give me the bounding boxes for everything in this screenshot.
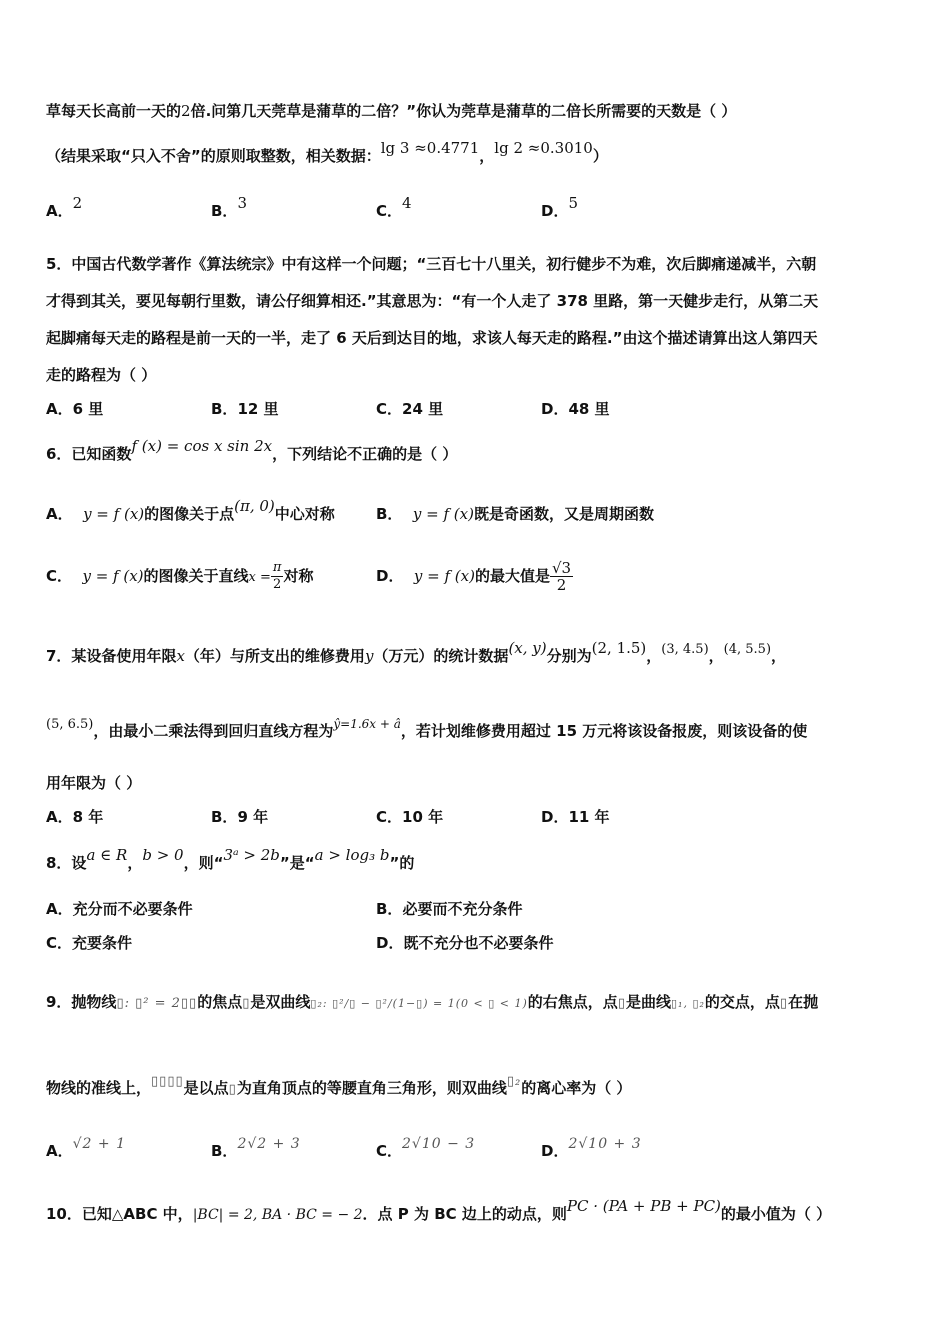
option-value: 4 bbox=[402, 194, 412, 212]
q5-option-c[interactable] bbox=[376, 398, 443, 419]
option-label: B． bbox=[211, 1142, 238, 1160]
q7-option-d[interactable] bbox=[541, 806, 610, 827]
q9-math-3: ▯₂: ▯²/▯ − ▯²/(1−▯) = 1(0 < ▯ < 1) bbox=[310, 997, 528, 1010]
option-label: C． bbox=[46, 934, 73, 952]
q8-stem bbox=[46, 846, 910, 874]
option-label: C． bbox=[376, 808, 403, 826]
q9-text-d: 的右焦点，点 bbox=[527, 993, 618, 1011]
q7-point-4: (5, 6.5) bbox=[46, 717, 94, 732]
q9-math-6: ▯ bbox=[779, 996, 789, 1011]
q9-text-f: 的交点，点 bbox=[704, 993, 780, 1011]
q5-line1: 5．中国古代数学著作《算法统宗》中有这样一个问题；“三百七十八里关，初行健步不为难，次后脚痛递减半，六朝 bbox=[46, 255, 817, 273]
q10-stem bbox=[46, 1197, 910, 1226]
option-label: D． bbox=[541, 400, 569, 418]
q9-option-b[interactable] bbox=[211, 1136, 301, 1161]
q5-line4: 走的路程为（ ） bbox=[46, 366, 157, 384]
option-value: 必要而不充分条件 bbox=[402, 900, 523, 918]
q7-sep: ， bbox=[646, 647, 662, 665]
option-value: 2√10 + 3 bbox=[568, 1136, 642, 1152]
q4-option-c[interactable] bbox=[376, 194, 412, 221]
q5-option-a[interactable] bbox=[46, 398, 103, 419]
q10-math-1: |BC| = 2, BA · BC = − 2 bbox=[192, 1207, 363, 1223]
q4-text-b: 倍.问第几天莞草是蒲草的二倍？”你认为莞草是蒲草的二倍长所需要的天数是（ ） bbox=[190, 102, 737, 120]
q7-sep: ， bbox=[771, 647, 787, 665]
option-label: C． bbox=[376, 1142, 403, 1160]
q4-lg2: lg 2 ≈0.3010 bbox=[494, 139, 593, 157]
option-label: B． bbox=[211, 202, 238, 220]
q6-stem-a: 6．已知函数 bbox=[46, 445, 132, 463]
q4-data-label: （结果采取“只入不舍”的原则取整数，相关数据： bbox=[46, 147, 381, 165]
q7-line2 bbox=[46, 717, 910, 744]
q6-option-c[interactable] bbox=[46, 560, 313, 593]
q6-c-fraction bbox=[271, 560, 284, 593]
q9-option-a[interactable] bbox=[46, 1136, 126, 1161]
q4-num: 2 bbox=[181, 102, 191, 120]
option-label: D． bbox=[541, 202, 569, 220]
option-label: A． bbox=[46, 1142, 73, 1160]
q4-close: ） bbox=[592, 147, 608, 165]
option-value: 3 bbox=[237, 194, 247, 212]
q9-math-7: ▯▯▯▯ bbox=[151, 1074, 184, 1089]
option-value: 48 里 bbox=[568, 400, 610, 418]
q6-a-math: y = f (x) bbox=[83, 505, 145, 523]
option-label: D． bbox=[541, 1142, 569, 1160]
q4-lg3: lg 3 ≈0.4771 bbox=[380, 139, 480, 157]
option-value: 充要条件 bbox=[72, 934, 133, 952]
q4-comma: ， bbox=[479, 147, 495, 165]
fraction-numerator: π bbox=[272, 560, 282, 575]
q4-line2 bbox=[46, 139, 910, 167]
q6-c-tail: 对称 bbox=[283, 567, 314, 585]
q7-text-d: 分别为 bbox=[546, 647, 592, 665]
q8-option-c[interactable] bbox=[46, 932, 132, 953]
q5-option-b[interactable] bbox=[211, 398, 279, 419]
q9-math-5: ▯₁, ▯₂ bbox=[670, 997, 705, 1010]
q6-option-a[interactable] bbox=[46, 497, 335, 524]
q7-sep: ， bbox=[708, 647, 724, 665]
q8-text-d: ”是“ bbox=[279, 854, 315, 872]
option-value: 9 年 bbox=[237, 808, 269, 826]
q8-option-a[interactable] bbox=[46, 898, 193, 919]
q8-math-1: a ∈ R bbox=[86, 846, 128, 864]
fraction-denominator: 2 bbox=[556, 576, 567, 594]
q4-option-a[interactable] bbox=[46, 194, 83, 221]
option-label: A． bbox=[46, 202, 73, 220]
option-value: 12 里 bbox=[237, 400, 279, 418]
q6-c-text: 的图像关于直线 bbox=[143, 567, 249, 585]
option-label: C． bbox=[376, 400, 403, 418]
q6-d-text: 的最大值是 bbox=[474, 567, 550, 585]
q4-option-b[interactable] bbox=[211, 194, 247, 221]
option-label: A． bbox=[46, 808, 73, 826]
q7-text-b: （年）与所支出的维修费用 bbox=[184, 647, 365, 665]
option-value: 6 里 bbox=[72, 400, 104, 418]
q7-point-3: (4, 5.5) bbox=[723, 642, 772, 657]
option-value: 5 bbox=[568, 194, 578, 212]
option-label: A． bbox=[46, 400, 73, 418]
q9-text-b: 的焦点 bbox=[197, 993, 243, 1011]
option-label: B． bbox=[376, 900, 403, 918]
q10-text-c: 的最小值为（ ） bbox=[720, 1205, 832, 1223]
option-value: 10 年 bbox=[402, 808, 444, 826]
q4-line1 bbox=[46, 100, 910, 122]
option-value: 11 年 bbox=[568, 808, 610, 826]
q6-b-math: y = f (x) bbox=[412, 505, 474, 523]
q10-math-2: PC · (PA + PB + PC) bbox=[566, 1197, 721, 1215]
option-label: B． bbox=[376, 505, 403, 523]
q9-option-c[interactable] bbox=[376, 1136, 476, 1161]
option-label: B． bbox=[211, 808, 238, 826]
q9-line1 bbox=[46, 991, 910, 1015]
option-label: A． bbox=[46, 505, 73, 523]
q8-text-e: ”的 bbox=[389, 854, 415, 872]
q9-text-i: 是以点 bbox=[183, 1079, 229, 1097]
q7-point-2: (3, 4.5) bbox=[661, 642, 709, 657]
q9-text-g: 在抛 bbox=[788, 993, 819, 1011]
option-value: 2 bbox=[72, 194, 83, 212]
q5-option-d[interactable] bbox=[541, 398, 610, 419]
option-value: 24 里 bbox=[402, 400, 444, 418]
q6-function: f (x) = cos x sin 2x bbox=[131, 437, 273, 455]
q8-text-a: 8．设 bbox=[46, 854, 87, 872]
q7-line1 bbox=[46, 639, 910, 669]
q9-math-4: ▯ bbox=[617, 996, 626, 1011]
q9-text-a: 9．抛物线 bbox=[46, 993, 117, 1011]
q7-option-a[interactable] bbox=[46, 806, 103, 827]
option-value: 2√2 + 3 bbox=[237, 1136, 301, 1152]
q7-pair: (x, y) bbox=[508, 639, 547, 657]
q7-option-c[interactable] bbox=[376, 806, 443, 827]
q7-regression: ŷ=1.6x + â bbox=[333, 717, 401, 731]
q9-math-2: ▯ bbox=[242, 996, 251, 1011]
q9-text-c: 是双曲线 bbox=[250, 993, 311, 1011]
q9-text-e: 是曲线 bbox=[625, 993, 671, 1011]
q8-text-b: ， bbox=[127, 854, 143, 872]
q7-text-f: ，若计划维修费用超过 15 万元将该设备报废，则该设备的使 bbox=[400, 722, 808, 740]
q5-line3: 起脚痛每天走的路程是前一天的一半，走了 6 天后到达目的地，求该人每天走的路程.”由这个描述请算出这人第四天 bbox=[46, 329, 818, 347]
q6-c-x: x = bbox=[248, 570, 271, 585]
q7-text-e: ，由最小二乘法得到回归直线方程为 bbox=[93, 722, 334, 740]
q9-text-k: 的离心率为（ ） bbox=[521, 1079, 632, 1097]
q6-stem bbox=[46, 437, 910, 465]
q8-math-3: 3ᵃ > 2b bbox=[223, 846, 280, 864]
q8-math-2: b > 0 bbox=[142, 846, 184, 864]
q6-a-tail: 中心对称 bbox=[274, 505, 335, 523]
q9-math-9: ▯₂ bbox=[506, 1074, 522, 1089]
q8-option-d[interactable] bbox=[376, 932, 553, 953]
option-label: C． bbox=[376, 202, 403, 220]
q8-math-4: a > log₃ b bbox=[314, 846, 390, 864]
option-value: 2√10 − 3 bbox=[402, 1136, 476, 1152]
option-label: A． bbox=[46, 900, 73, 918]
q6-c-math: y = f (x) bbox=[82, 567, 144, 585]
option-value: 充分而不必要条件 bbox=[72, 900, 193, 918]
q10-text-a: 10．已知△ABC 中， bbox=[46, 1205, 193, 1223]
q9-option-d[interactable] bbox=[541, 1136, 642, 1161]
option-value: 既不充分也不必要条件 bbox=[403, 934, 554, 952]
q7-text-c: （万元）的统计数据 bbox=[373, 647, 509, 665]
q7-var-x: x bbox=[176, 647, 185, 665]
option-label: B． bbox=[211, 400, 238, 418]
q8-text-c: ，则“ bbox=[183, 854, 224, 872]
q9-text-j: 为直角顶点的等腰直角三角形，则双曲线 bbox=[236, 1079, 507, 1097]
q7-line3: 用年限为（ ） bbox=[46, 774, 142, 792]
q7-var-y: y bbox=[364, 647, 374, 665]
q6-a-text: 的图像关于点 bbox=[144, 505, 235, 523]
q6-a-point: (π, 0) bbox=[234, 497, 275, 515]
q8-option-b[interactable] bbox=[376, 898, 522, 919]
option-label: D． bbox=[541, 808, 569, 826]
q6-option-d[interactable] bbox=[376, 560, 573, 593]
q7-point-1: (2, 1.5) bbox=[591, 639, 647, 657]
q7-option-b[interactable] bbox=[211, 806, 268, 827]
fraction-numerator: √3 bbox=[551, 559, 572, 577]
option-value: 8 年 bbox=[72, 808, 104, 826]
q5-line2: 才得到其关，要见每朝行里数，请公仔细算相还.”其意思为：“有一个人走了 378 里路，第一天健步走行，从第二天 bbox=[46, 292, 819, 310]
q9-line2 bbox=[46, 1074, 910, 1101]
option-label: D． bbox=[376, 934, 404, 952]
q6-option-b[interactable] bbox=[376, 503, 654, 524]
q6-b-text: 既是奇函数，又是周期函数 bbox=[473, 505, 654, 523]
fraction-denominator: 2 bbox=[273, 577, 282, 592]
q10-text-b: ．点 P 为 BC 边上的动点，则 bbox=[362, 1205, 567, 1223]
option-label: D． bbox=[376, 567, 404, 585]
q4-text-a: 草每天长高前一天的 bbox=[46, 102, 182, 120]
q9-math-8: ▯ bbox=[228, 1082, 237, 1097]
q4-option-d[interactable] bbox=[541, 194, 578, 221]
option-label: C． bbox=[46, 567, 73, 585]
option-value: √2 + 1 bbox=[72, 1136, 126, 1152]
q7-text-a: 7．某设备使用年限 bbox=[46, 647, 177, 665]
q6-d-fraction bbox=[550, 560, 573, 593]
q9-math-1: ▯: ▯² = 2▯▯ bbox=[116, 996, 198, 1011]
q6-stem-b: ，下列结论不正确的是（ ） bbox=[272, 445, 458, 463]
q6-d-math: y = f (x) bbox=[413, 567, 475, 585]
q9-text-h: 物线的准线上， bbox=[46, 1079, 152, 1097]
